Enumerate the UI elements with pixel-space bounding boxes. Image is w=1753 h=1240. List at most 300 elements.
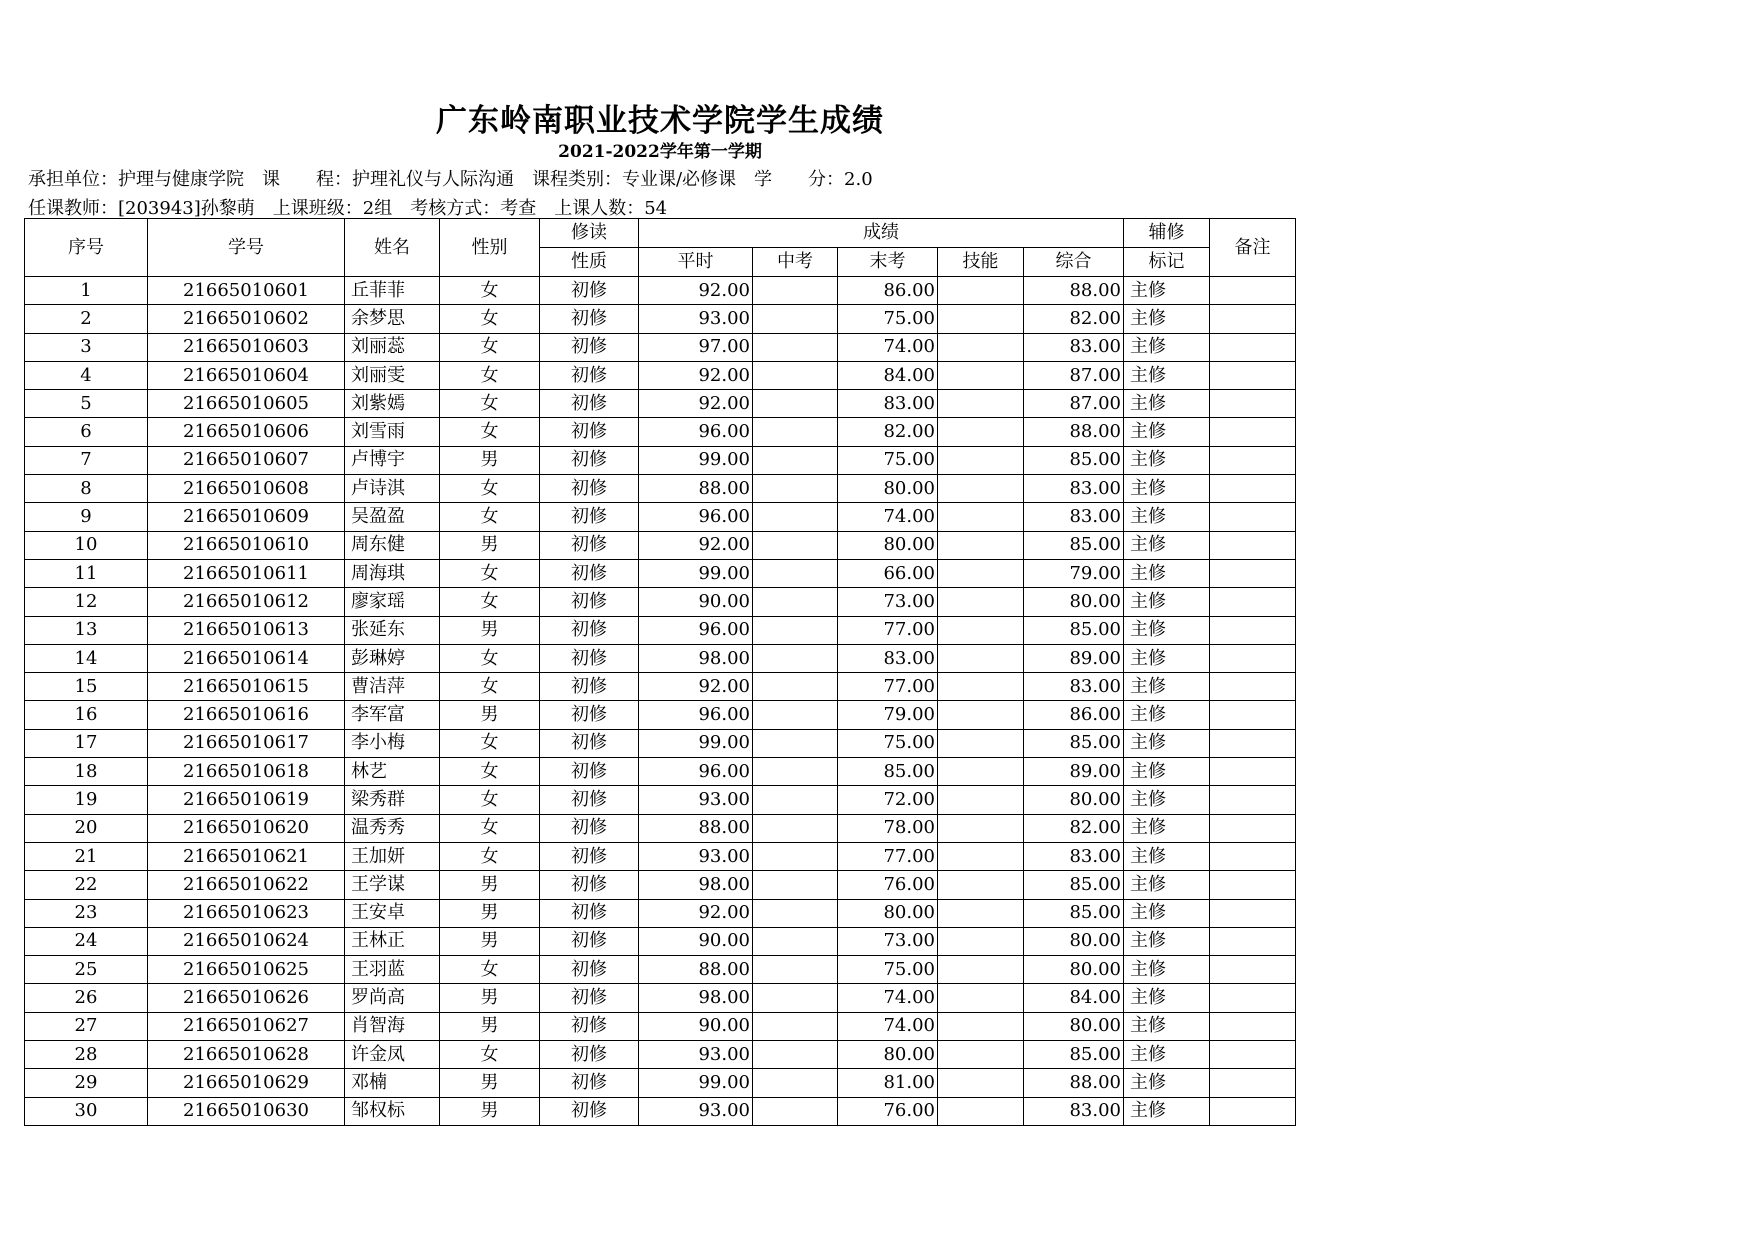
cell-student-id: 21665010626 xyxy=(148,984,345,1012)
cell-minor-mark: 主修 xyxy=(1124,842,1210,870)
cell-usual-score: 96.00 xyxy=(639,758,753,786)
cell-midterm-score xyxy=(753,446,838,474)
cell-minor-mark: 主修 xyxy=(1124,1012,1210,1040)
cell-seq: 7 xyxy=(25,446,148,474)
cell-minor-mark: 主修 xyxy=(1124,673,1210,701)
cell-name: 刘紫嫣 xyxy=(345,390,440,418)
cell-overall-score: 83.00 xyxy=(1024,475,1124,503)
cell-minor-mark: 主修 xyxy=(1124,956,1210,984)
cell-minor-mark: 主修 xyxy=(1124,277,1210,305)
cell-usual-score: 98.00 xyxy=(639,984,753,1012)
cell-name: 罗尚高 xyxy=(345,984,440,1012)
cell-skill-score xyxy=(938,729,1024,757)
cell-overall-score: 82.00 xyxy=(1024,305,1124,333)
cell-midterm-score xyxy=(753,475,838,503)
cell-remark xyxy=(1210,361,1296,389)
cell-name: 王羽蓝 xyxy=(345,956,440,984)
cell-student-id: 21665010628 xyxy=(148,1041,345,1069)
cell-seq: 16 xyxy=(25,701,148,729)
cell-study-type: 初修 xyxy=(540,531,639,559)
cell-overall-score: 85.00 xyxy=(1024,446,1124,474)
cell-minor-mark: 主修 xyxy=(1124,588,1210,616)
cell-gender: 男 xyxy=(440,927,540,955)
cell-usual-score: 99.00 xyxy=(639,559,753,587)
cell-seq: 4 xyxy=(25,361,148,389)
cell-usual-score: 93.00 xyxy=(639,1097,753,1125)
cell-final-score: 80.00 xyxy=(838,899,938,927)
cell-final-score: 80.00 xyxy=(838,1041,938,1069)
cell-study-type: 初修 xyxy=(540,503,639,531)
cell-seq: 11 xyxy=(25,559,148,587)
table-row xyxy=(25,1041,1296,1069)
cell-remark xyxy=(1210,786,1296,814)
cell-gender: 男 xyxy=(440,899,540,927)
cell-study-type: 初修 xyxy=(540,446,639,474)
cell-usual-score: 88.00 xyxy=(639,814,753,842)
cell-student-id: 21665010623 xyxy=(148,899,345,927)
cell-student-id: 21665010612 xyxy=(148,588,345,616)
cell-study-type: 初修 xyxy=(540,616,639,644)
cell-gender: 女 xyxy=(440,673,540,701)
cell-name: 吴盈盈 xyxy=(345,503,440,531)
cell-final-score: 83.00 xyxy=(838,644,938,672)
cell-skill-score xyxy=(938,871,1024,899)
cell-midterm-score xyxy=(753,786,838,814)
cell-name: 王林正 xyxy=(345,927,440,955)
cell-usual-score: 90.00 xyxy=(639,927,753,955)
table-row xyxy=(25,673,1296,701)
cell-remark xyxy=(1210,616,1296,644)
cell-overall-score: 80.00 xyxy=(1024,956,1124,984)
table-row xyxy=(25,729,1296,757)
cell-skill-score xyxy=(938,418,1024,446)
cell-seq: 18 xyxy=(25,758,148,786)
cell-seq: 15 xyxy=(25,673,148,701)
cell-seq: 10 xyxy=(25,531,148,559)
cell-overall-score: 80.00 xyxy=(1024,588,1124,616)
header-student-id: 学号 xyxy=(148,219,345,277)
header-final: 末考 xyxy=(838,248,938,277)
cell-midterm-score xyxy=(753,559,838,587)
table-row xyxy=(25,842,1296,870)
cell-student-id: 21665010607 xyxy=(148,446,345,474)
table-row xyxy=(25,531,1296,559)
cell-usual-score: 96.00 xyxy=(639,701,753,729)
cell-overall-score: 83.00 xyxy=(1024,1097,1124,1125)
table-body xyxy=(25,277,1296,1126)
cell-study-type: 初修 xyxy=(540,984,639,1012)
cell-gender: 女 xyxy=(440,390,540,418)
cell-gender: 女 xyxy=(440,588,540,616)
table-row xyxy=(25,305,1296,333)
table-row xyxy=(25,956,1296,984)
cell-overall-score: 80.00 xyxy=(1024,927,1124,955)
cell-remark xyxy=(1210,475,1296,503)
cell-remark xyxy=(1210,1012,1296,1040)
cell-usual-score: 99.00 xyxy=(639,1069,753,1097)
cell-remark xyxy=(1210,333,1296,361)
teacher-info-line: 任课教师：[203943]孙黎萌 上课班级：2组 考核方式：考查 上课人数：54 xyxy=(28,198,668,219)
cell-gender: 男 xyxy=(440,1069,540,1097)
cell-remark xyxy=(1210,758,1296,786)
cell-student-id: 21665010609 xyxy=(148,503,345,531)
cell-final-score: 76.00 xyxy=(838,1097,938,1125)
cell-seq: 1 xyxy=(25,277,148,305)
cell-skill-score xyxy=(938,701,1024,729)
cell-overall-score: 88.00 xyxy=(1024,277,1124,305)
cell-usual-score: 90.00 xyxy=(639,1012,753,1040)
cell-gender: 男 xyxy=(440,446,540,474)
cell-student-id: 21665010617 xyxy=(148,729,345,757)
cell-final-score: 74.00 xyxy=(838,503,938,531)
cell-overall-score: 82.00 xyxy=(1024,814,1124,842)
cell-midterm-score xyxy=(753,644,838,672)
cell-study-type: 初修 xyxy=(540,729,639,757)
cell-name: 刘丽雯 xyxy=(345,361,440,389)
cell-remark xyxy=(1210,418,1296,446)
cell-minor-mark: 主修 xyxy=(1124,446,1210,474)
cell-midterm-score xyxy=(753,899,838,927)
cell-final-score: 75.00 xyxy=(838,305,938,333)
cell-final-score: 78.00 xyxy=(838,814,938,842)
cell-gender: 男 xyxy=(440,1097,540,1125)
cell-final-score: 77.00 xyxy=(838,673,938,701)
cell-remark xyxy=(1210,503,1296,531)
cell-study-type: 初修 xyxy=(540,305,639,333)
cell-overall-score: 88.00 xyxy=(1024,1069,1124,1097)
cell-skill-score xyxy=(938,814,1024,842)
cell-overall-score: 80.00 xyxy=(1024,1012,1124,1040)
cell-minor-mark: 主修 xyxy=(1124,305,1210,333)
cell-midterm-score xyxy=(753,333,838,361)
cell-student-id: 21665010620 xyxy=(148,814,345,842)
cell-minor-mark: 主修 xyxy=(1124,1069,1210,1097)
table-row xyxy=(25,984,1296,1012)
cell-gender: 女 xyxy=(440,1041,540,1069)
cell-minor-mark: 主修 xyxy=(1124,927,1210,955)
cell-study-type: 初修 xyxy=(540,927,639,955)
cell-study-type: 初修 xyxy=(540,1012,639,1040)
cell-seq: 2 xyxy=(25,305,148,333)
cell-midterm-score xyxy=(753,1012,838,1040)
cell-skill-score xyxy=(938,673,1024,701)
cell-seq: 28 xyxy=(25,1041,148,1069)
cell-midterm-score xyxy=(753,1097,838,1125)
cell-final-score: 72.00 xyxy=(838,786,938,814)
header-gender: 性别 xyxy=(440,219,540,277)
cell-usual-score: 97.00 xyxy=(639,333,753,361)
cell-name: 邓楠 xyxy=(345,1069,440,1097)
cell-study-type: 初修 xyxy=(540,475,639,503)
cell-remark xyxy=(1210,446,1296,474)
cell-name: 卢诗淇 xyxy=(345,475,440,503)
cell-midterm-score xyxy=(753,277,838,305)
cell-minor-mark: 主修 xyxy=(1124,758,1210,786)
cell-gender: 女 xyxy=(440,361,540,389)
cell-minor-mark: 主修 xyxy=(1124,1041,1210,1069)
cell-overall-score: 83.00 xyxy=(1024,842,1124,870)
table-row xyxy=(25,644,1296,672)
cell-student-id: 21665010621 xyxy=(148,842,345,870)
cell-skill-score xyxy=(938,899,1024,927)
cell-midterm-score xyxy=(753,871,838,899)
cell-remark xyxy=(1210,814,1296,842)
cell-student-id: 21665010613 xyxy=(148,616,345,644)
cell-final-score: 81.00 xyxy=(838,1069,938,1097)
cell-student-id: 21665010625 xyxy=(148,956,345,984)
cell-study-type: 初修 xyxy=(540,559,639,587)
cell-student-id: 21665010603 xyxy=(148,333,345,361)
cell-remark xyxy=(1210,1069,1296,1097)
cell-seq: 23 xyxy=(25,899,148,927)
cell-remark xyxy=(1210,531,1296,559)
cell-overall-score: 83.00 xyxy=(1024,673,1124,701)
cell-final-score: 74.00 xyxy=(838,333,938,361)
cell-midterm-score xyxy=(753,701,838,729)
cell-study-type: 初修 xyxy=(540,786,639,814)
cell-study-type: 初修 xyxy=(540,418,639,446)
cell-usual-score: 92.00 xyxy=(639,531,753,559)
cell-final-score: 75.00 xyxy=(838,446,938,474)
cell-student-id: 21665010610 xyxy=(148,531,345,559)
cell-student-id: 21665010602 xyxy=(148,305,345,333)
cell-study-type: 初修 xyxy=(540,277,639,305)
cell-name: 卢博宇 xyxy=(345,446,440,474)
cell-name: 余梦思 xyxy=(345,305,440,333)
cell-skill-score xyxy=(938,305,1024,333)
cell-student-id: 21665010608 xyxy=(148,475,345,503)
cell-minor-mark: 主修 xyxy=(1124,390,1210,418)
cell-seq: 8 xyxy=(25,475,148,503)
cell-remark xyxy=(1210,588,1296,616)
cell-remark xyxy=(1210,927,1296,955)
cell-name: 周东健 xyxy=(345,531,440,559)
cell-overall-score: 89.00 xyxy=(1024,644,1124,672)
table-row xyxy=(25,1069,1296,1097)
cell-gender: 女 xyxy=(440,559,540,587)
cell-seq: 27 xyxy=(25,1012,148,1040)
cell-minor-mark: 主修 xyxy=(1124,475,1210,503)
cell-usual-score: 99.00 xyxy=(639,729,753,757)
header-study-type-bottom: 性质 xyxy=(540,248,639,277)
cell-name: 张延东 xyxy=(345,616,440,644)
cell-midterm-score xyxy=(753,956,838,984)
cell-usual-score: 92.00 xyxy=(639,361,753,389)
cell-gender: 女 xyxy=(440,814,540,842)
cell-midterm-score xyxy=(753,1069,838,1097)
header-minor-top: 辅修 xyxy=(1124,219,1210,248)
cell-student-id: 21665010615 xyxy=(148,673,345,701)
table-header xyxy=(25,219,1296,277)
cell-minor-mark: 主修 xyxy=(1124,644,1210,672)
cell-study-type: 初修 xyxy=(540,390,639,418)
cell-study-type: 初修 xyxy=(540,644,639,672)
cell-gender: 女 xyxy=(440,333,540,361)
header-seq: 序号 xyxy=(25,219,148,277)
cell-skill-score xyxy=(938,531,1024,559)
cell-seq: 22 xyxy=(25,871,148,899)
cell-skill-score xyxy=(938,644,1024,672)
cell-skill-score xyxy=(938,390,1024,418)
cell-student-id: 21665010630 xyxy=(148,1097,345,1125)
cell-study-type: 初修 xyxy=(540,673,639,701)
cell-seq: 29 xyxy=(25,1069,148,1097)
cell-usual-score: 93.00 xyxy=(639,842,753,870)
table-row xyxy=(25,899,1296,927)
cell-overall-score: 85.00 xyxy=(1024,531,1124,559)
cell-name: 林艺 xyxy=(345,758,440,786)
cell-student-id: 21665010622 xyxy=(148,871,345,899)
cell-study-type: 初修 xyxy=(540,1097,639,1125)
table-row xyxy=(25,588,1296,616)
cell-usual-score: 88.00 xyxy=(639,956,753,984)
table-row xyxy=(25,446,1296,474)
cell-final-score: 77.00 xyxy=(838,616,938,644)
cell-remark xyxy=(1210,1041,1296,1069)
cell-final-score: 75.00 xyxy=(838,956,938,984)
cell-study-type: 初修 xyxy=(540,842,639,870)
cell-minor-mark: 主修 xyxy=(1124,871,1210,899)
cell-gender: 女 xyxy=(440,503,540,531)
cell-minor-mark: 主修 xyxy=(1124,418,1210,446)
cell-final-score: 86.00 xyxy=(838,277,938,305)
cell-minor-mark: 主修 xyxy=(1124,503,1210,531)
cell-student-id: 21665010605 xyxy=(148,390,345,418)
grades-table xyxy=(24,218,1296,1126)
cell-overall-score: 87.00 xyxy=(1024,390,1124,418)
cell-name: 王安卓 xyxy=(345,899,440,927)
cell-remark xyxy=(1210,984,1296,1012)
cell-final-score: 73.00 xyxy=(838,927,938,955)
cell-gender: 男 xyxy=(440,871,540,899)
cell-study-type: 初修 xyxy=(540,758,639,786)
cell-usual-score: 98.00 xyxy=(639,644,753,672)
cell-usual-score: 92.00 xyxy=(639,390,753,418)
header-skill: 技能 xyxy=(938,248,1024,277)
cell-name: 刘雪雨 xyxy=(345,418,440,446)
cell-final-score: 73.00 xyxy=(838,588,938,616)
cell-final-score: 79.00 xyxy=(838,701,938,729)
cell-gender: 男 xyxy=(440,531,540,559)
cell-midterm-score xyxy=(753,1041,838,1069)
table-row xyxy=(25,871,1296,899)
cell-student-id: 21665010624 xyxy=(148,927,345,955)
cell-midterm-score xyxy=(753,588,838,616)
cell-gender: 女 xyxy=(440,729,540,757)
cell-gender: 男 xyxy=(440,616,540,644)
cell-final-score: 85.00 xyxy=(838,758,938,786)
cell-midterm-score xyxy=(753,814,838,842)
cell-usual-score: 92.00 xyxy=(639,899,753,927)
cell-midterm-score xyxy=(753,729,838,757)
table-row xyxy=(25,503,1296,531)
cell-final-score: 77.00 xyxy=(838,842,938,870)
cell-study-type: 初修 xyxy=(540,1041,639,1069)
cell-name: 邹权标 xyxy=(345,1097,440,1125)
cell-gender: 女 xyxy=(440,758,540,786)
cell-name: 丘菲菲 xyxy=(345,277,440,305)
cell-study-type: 初修 xyxy=(540,899,639,927)
cell-study-type: 初修 xyxy=(540,1069,639,1097)
cell-minor-mark: 主修 xyxy=(1124,984,1210,1012)
cell-seq: 24 xyxy=(25,927,148,955)
cell-remark xyxy=(1210,277,1296,305)
cell-study-type: 初修 xyxy=(540,701,639,729)
cell-name: 李军富 xyxy=(345,701,440,729)
cell-overall-score: 85.00 xyxy=(1024,871,1124,899)
cell-student-id: 21665010619 xyxy=(148,786,345,814)
cell-final-score: 80.00 xyxy=(838,531,938,559)
cell-overall-score: 85.00 xyxy=(1024,729,1124,757)
cell-minor-mark: 主修 xyxy=(1124,701,1210,729)
cell-usual-score: 88.00 xyxy=(639,475,753,503)
cell-remark xyxy=(1210,559,1296,587)
cell-usual-score: 92.00 xyxy=(639,277,753,305)
cell-remark xyxy=(1210,899,1296,927)
header-overall: 综合 xyxy=(1024,248,1124,277)
cell-student-id: 21665010618 xyxy=(148,758,345,786)
cell-remark xyxy=(1210,1097,1296,1125)
table-row xyxy=(25,616,1296,644)
cell-minor-mark: 主修 xyxy=(1124,333,1210,361)
cell-usual-score: 92.00 xyxy=(639,673,753,701)
cell-gender: 男 xyxy=(440,984,540,1012)
cell-final-score: 74.00 xyxy=(838,984,938,1012)
cell-overall-score: 89.00 xyxy=(1024,758,1124,786)
cell-final-score: 82.00 xyxy=(838,418,938,446)
header-midterm: 中考 xyxy=(753,248,838,277)
cell-remark xyxy=(1210,305,1296,333)
cell-study-type: 初修 xyxy=(540,588,639,616)
cell-study-type: 初修 xyxy=(540,956,639,984)
cell-remark xyxy=(1210,390,1296,418)
table-row xyxy=(25,1012,1296,1040)
cell-minor-mark: 主修 xyxy=(1124,531,1210,559)
cell-skill-score xyxy=(938,588,1024,616)
cell-skill-score xyxy=(938,1012,1024,1040)
cell-gender: 女 xyxy=(440,305,540,333)
cell-student-id: 21665010606 xyxy=(148,418,345,446)
cell-gender: 女 xyxy=(440,418,540,446)
cell-final-score: 75.00 xyxy=(838,729,938,757)
cell-usual-score: 93.00 xyxy=(639,305,753,333)
cell-overall-score: 80.00 xyxy=(1024,786,1124,814)
cell-seq: 13 xyxy=(25,616,148,644)
cell-skill-score xyxy=(938,984,1024,1012)
cell-study-type: 初修 xyxy=(540,333,639,361)
cell-final-score: 66.00 xyxy=(838,559,938,587)
cell-overall-score: 83.00 xyxy=(1024,503,1124,531)
cell-study-type: 初修 xyxy=(540,814,639,842)
cell-remark xyxy=(1210,956,1296,984)
cell-skill-score xyxy=(938,842,1024,870)
table-row xyxy=(25,1097,1296,1125)
cell-final-score: 80.00 xyxy=(838,475,938,503)
cell-remark xyxy=(1210,701,1296,729)
cell-skill-score xyxy=(938,786,1024,814)
cell-student-id: 21665010614 xyxy=(148,644,345,672)
cell-student-id: 21665010627 xyxy=(148,1012,345,1040)
cell-name: 梁秀群 xyxy=(345,786,440,814)
cell-final-score: 76.00 xyxy=(838,871,938,899)
cell-minor-mark: 主修 xyxy=(1124,616,1210,644)
cell-name: 王学谋 xyxy=(345,871,440,899)
cell-name: 李小梅 xyxy=(345,729,440,757)
cell-skill-score xyxy=(938,277,1024,305)
cell-midterm-score xyxy=(753,361,838,389)
cell-gender: 男 xyxy=(440,1012,540,1040)
table-row xyxy=(25,333,1296,361)
